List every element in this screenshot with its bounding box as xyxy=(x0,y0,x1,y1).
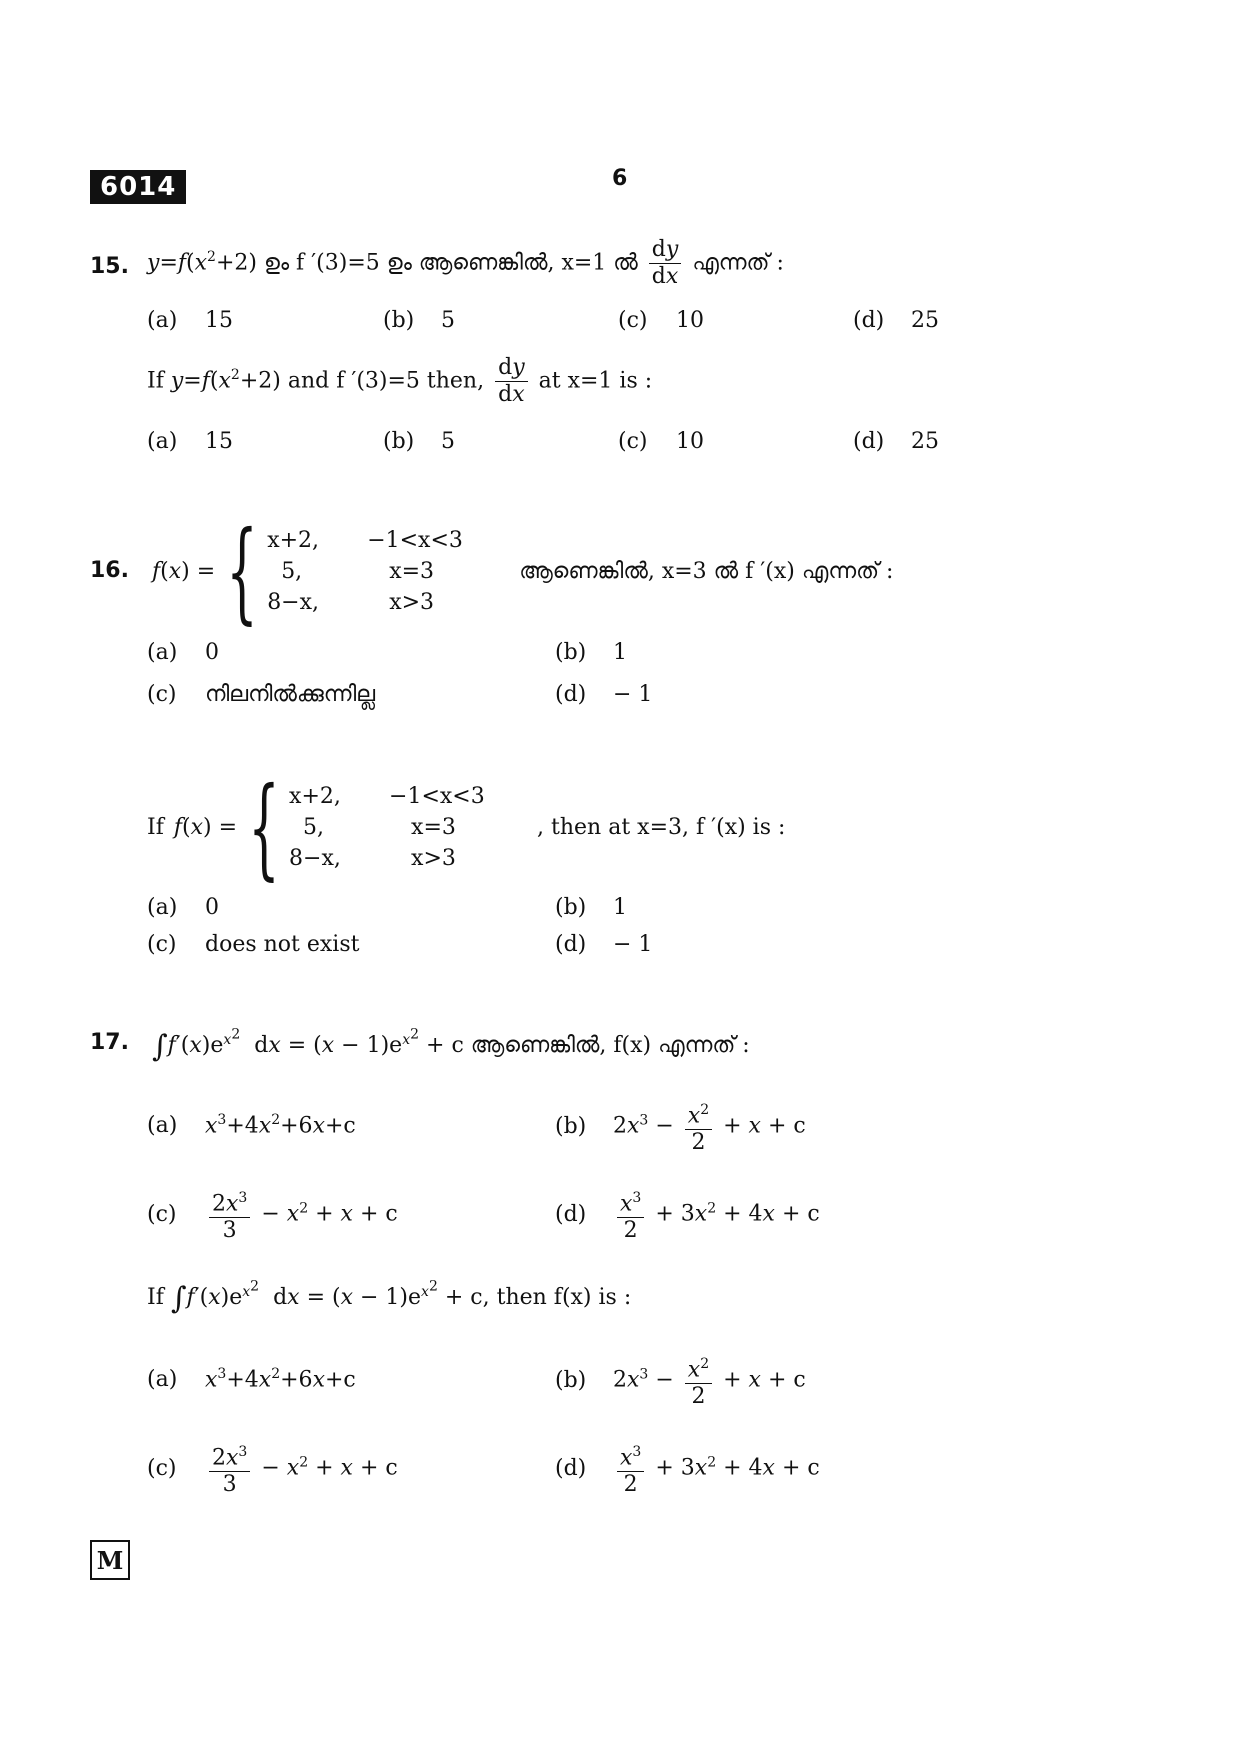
q16-ml-option-d[interactable]: (d) − 1 xyxy=(555,682,653,707)
q17-ml-option-d[interactable]: (d) $\frac{x^3}{2}$ + $3x^2 + 4x + c$ xyxy=(555,1186,820,1243)
q15-en-option-b[interactable]: (b) 5 xyxy=(383,429,455,454)
q16-english-stem: If f(x) = { x+2, −1<x<3 5, x=3 8−x, x>3 , then at x=3, f ′(x) is : xyxy=(147,763,786,891)
dy-dx-fraction: $\frac{dy}{dx}$ xyxy=(495,356,528,407)
q15-malayalam-stem: $y=f(x^2+2)$ ഉം f ′(3)=5 ഉം ആണെങ്കിൽ, x=1 ൽ $\frac{dy}{dx}$ എന്നത് : xyxy=(147,237,784,289)
q17-english-stem: If $\int f'(x)e^{x^2}$ dx = $(x - 1)e^{x^2} + c$, then f(x) is : xyxy=(147,1278,632,1316)
question-number-17: 17. xyxy=(90,1030,129,1055)
q15-ml-option-d[interactable]: (d) 25 xyxy=(853,308,939,333)
paper-code: 6014 xyxy=(90,170,186,204)
page-number: 6 xyxy=(612,166,628,191)
q16-ml-option-a[interactable]: (a) 0 xyxy=(147,640,219,665)
q15-english-stem: If $y=f(x^2+2)$ and f ′(3)=5 then, $\frac{dy}{dx}$ at x=1 is : xyxy=(147,355,653,407)
q17-en-option-d[interactable]: (d) $\frac{x^3}{2}$ + $3x^2 + 4x + c$ xyxy=(555,1440,820,1497)
q15-en-option-d[interactable]: (d) 25 xyxy=(853,429,939,454)
q17-en-option-c[interactable]: (c) $\frac{2x^3}{3}$ − $x^2 + x + c$ xyxy=(147,1440,398,1497)
q15-ml-option-b[interactable]: (b) 5 xyxy=(383,308,455,333)
q15-en-option-c[interactable]: (c) 10 xyxy=(618,429,704,454)
dy-dx-fraction: $\frac{dy}{dx}$ xyxy=(649,238,682,289)
q16-en-option-d[interactable]: (d) − 1 xyxy=(555,932,653,957)
q16-malayalam-stem: f(x) = { x+2, −1<x<3 5, x=3 8−x, x>3 ആണെങ്കിൽ, x=3 ൽ f ′(x) എന്നത് : xyxy=(152,507,894,635)
q15-ml-option-c[interactable]: (c) 10 xyxy=(618,308,704,333)
q16-ml-option-b[interactable]: (b) 1 xyxy=(555,640,627,665)
q17-en-option-a[interactable]: (a) $x^3+4x^2+6x+c$ xyxy=(147,1366,356,1393)
question-number-15: 15. xyxy=(90,254,129,279)
piecewise-function: { x+2, −1<x<3 5, x=3 8−x, x>3 xyxy=(226,507,463,635)
q17-ml-option-c[interactable]: (c) $\frac{2x^3}{3}$ − $x^2 + x + c$ xyxy=(147,1186,398,1243)
q17-malayalam-stem: $\int f'(x)e^{x^2}$ dx = $(x - 1)e^{x^2} + c$ ആണെങ്കിൽ, f(x) എന്നത് : xyxy=(152,1026,750,1064)
q17-en-option-b[interactable]: (b) $2x^3$ − $\frac{x^2}{2}$ + x + c xyxy=(555,1352,806,1409)
piecewise-function: { x+2, −1<x<3 5, x=3 8−x, x>3 xyxy=(248,763,485,891)
q15-ml-option-a[interactable]: (a) 15 xyxy=(147,308,233,333)
q17-ml-option-b[interactable]: (b) $2x^3$ − $\frac{x^2}{2}$ + x + c xyxy=(555,1098,806,1155)
q17-ml-option-a[interactable]: (a) $x^3+4x^2+6x+c$ xyxy=(147,1112,356,1139)
q15-ml-end: എന്നത് : xyxy=(692,250,784,276)
question-number-16: 16. xyxy=(90,558,129,583)
q16-ml-option-c[interactable]: (c) നിലനിൽക്കുന്നില്ല xyxy=(147,682,376,707)
q15-ml-text: ഉം f ′(3)=5 ഉം ആണെങ്കിൽ, x=1 ൽ xyxy=(263,250,638,276)
footer-mark: M xyxy=(90,1540,130,1580)
q16-en-option-a[interactable]: (a) 0 xyxy=(147,895,219,920)
q15-en-option-a[interactable]: (a) 15 xyxy=(147,429,233,454)
q16-en-option-c[interactable]: (c) does not exist xyxy=(147,932,360,957)
q16-en-option-b[interactable]: (b) 1 xyxy=(555,895,627,920)
